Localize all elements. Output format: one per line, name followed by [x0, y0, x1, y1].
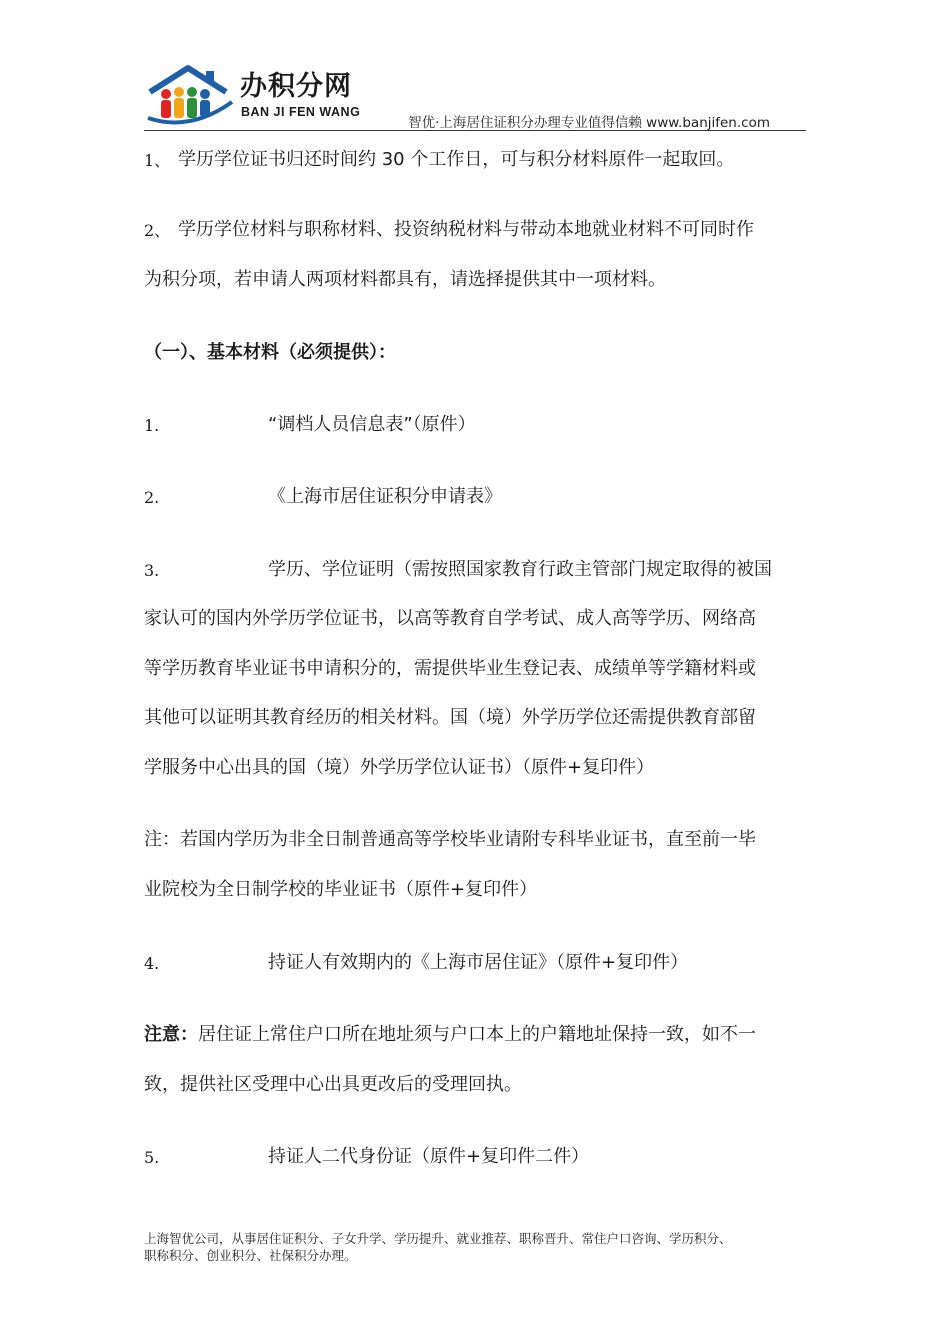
header-divider [144, 130, 806, 131]
material-item-line: 家认可的国内外学历学位证书，以高等教育自学考试、成人高等学历、网络高 [144, 608, 756, 629]
material-item: 《上海市居住证积分申请表》 [268, 486, 502, 507]
house-people-logo-icon [144, 62, 236, 126]
note-attention-text: 居住证上常住户口所在地址须与户口本上的户籍地址保持一致，如不一 [198, 1024, 756, 1045]
list-number: 2、 [144, 221, 171, 240]
list-number: 3. [144, 561, 160, 580]
paragraph-exclusive-line: 为积分项，若申请人两项材料都具有，请选择提供其中一项材料。 [144, 269, 666, 290]
site-logo[interactable] [144, 62, 374, 126]
material-item: “调档人员信息表”（原件） [268, 414, 476, 435]
paragraph-return-time: 学历学位证书归还时间约 30 个工作日，可与积分材料原件一起取回。 [178, 149, 735, 170]
material-item-line: 学历、学位证明（需按照国家教育行政主管部门规定取得的被国 [268, 559, 772, 580]
list-number: 1、 [144, 151, 171, 170]
note-line: 致，提供社区受理中心出具更改后的受理回执。 [144, 1074, 522, 1095]
header-tagline: 智优·上海居住证积分办理专业值得信赖 www.banjifen.com [408, 115, 770, 131]
material-item: 持证人二代身份证（原件+复印件二件） [268, 1146, 590, 1167]
material-item-line: 其他可以证明其教育经历的相关材料。国（境）外学历学位还需提供教育部留 [144, 707, 756, 728]
page-footer [144, 1230, 814, 1264]
note-attention-line [144, 1023, 756, 1047]
note-attention-label: 注意： [144, 1024, 198, 1045]
material-item-line: 等学历教育毕业证书申请积分的，需提供毕业生登记表、成绩单等学籍材料或 [144, 658, 756, 679]
logo-english-name: BAN JI FEN WANG [241, 105, 361, 119]
section-title: （一）、基本材料（必须提供）： [144, 342, 396, 363]
paragraph-exclusive-line: 学历学位材料与职称材料、投资纳税材料与带动本地就业材料不可同时作 [178, 219, 754, 240]
material-item-line: 学服务中心出具的国（境）外学历学位认证书）（原件+复印件） [144, 757, 655, 778]
list-number: 1. [144, 416, 160, 435]
list-number: 5. [144, 1148, 160, 1167]
note-line: 注：若国内学历为非全日制普通高等学校毕业请附专科毕业证书，直至前一毕 [144, 829, 756, 850]
list-number: 4. [144, 954, 160, 973]
page-header [144, 62, 806, 132]
list-number: 2. [144, 488, 160, 507]
footer-line: 上海智优公司，从事居住证积分、子女升学、学历提升、就业推荐、职称晋升、常住户口咨询、学历积分、 [144, 1231, 732, 1246]
footer-line: 职称积分、创业积分、社保积分办理。 [144, 1248, 357, 1263]
note-line: 业院校为全日制学校的毕业证书（原件+复印件） [144, 879, 538, 900]
material-item: 持证人有效期内的《上海市居住证》（原件+复印件） [268, 952, 689, 973]
logo-chinese-name: 办积分网 [240, 71, 352, 102]
